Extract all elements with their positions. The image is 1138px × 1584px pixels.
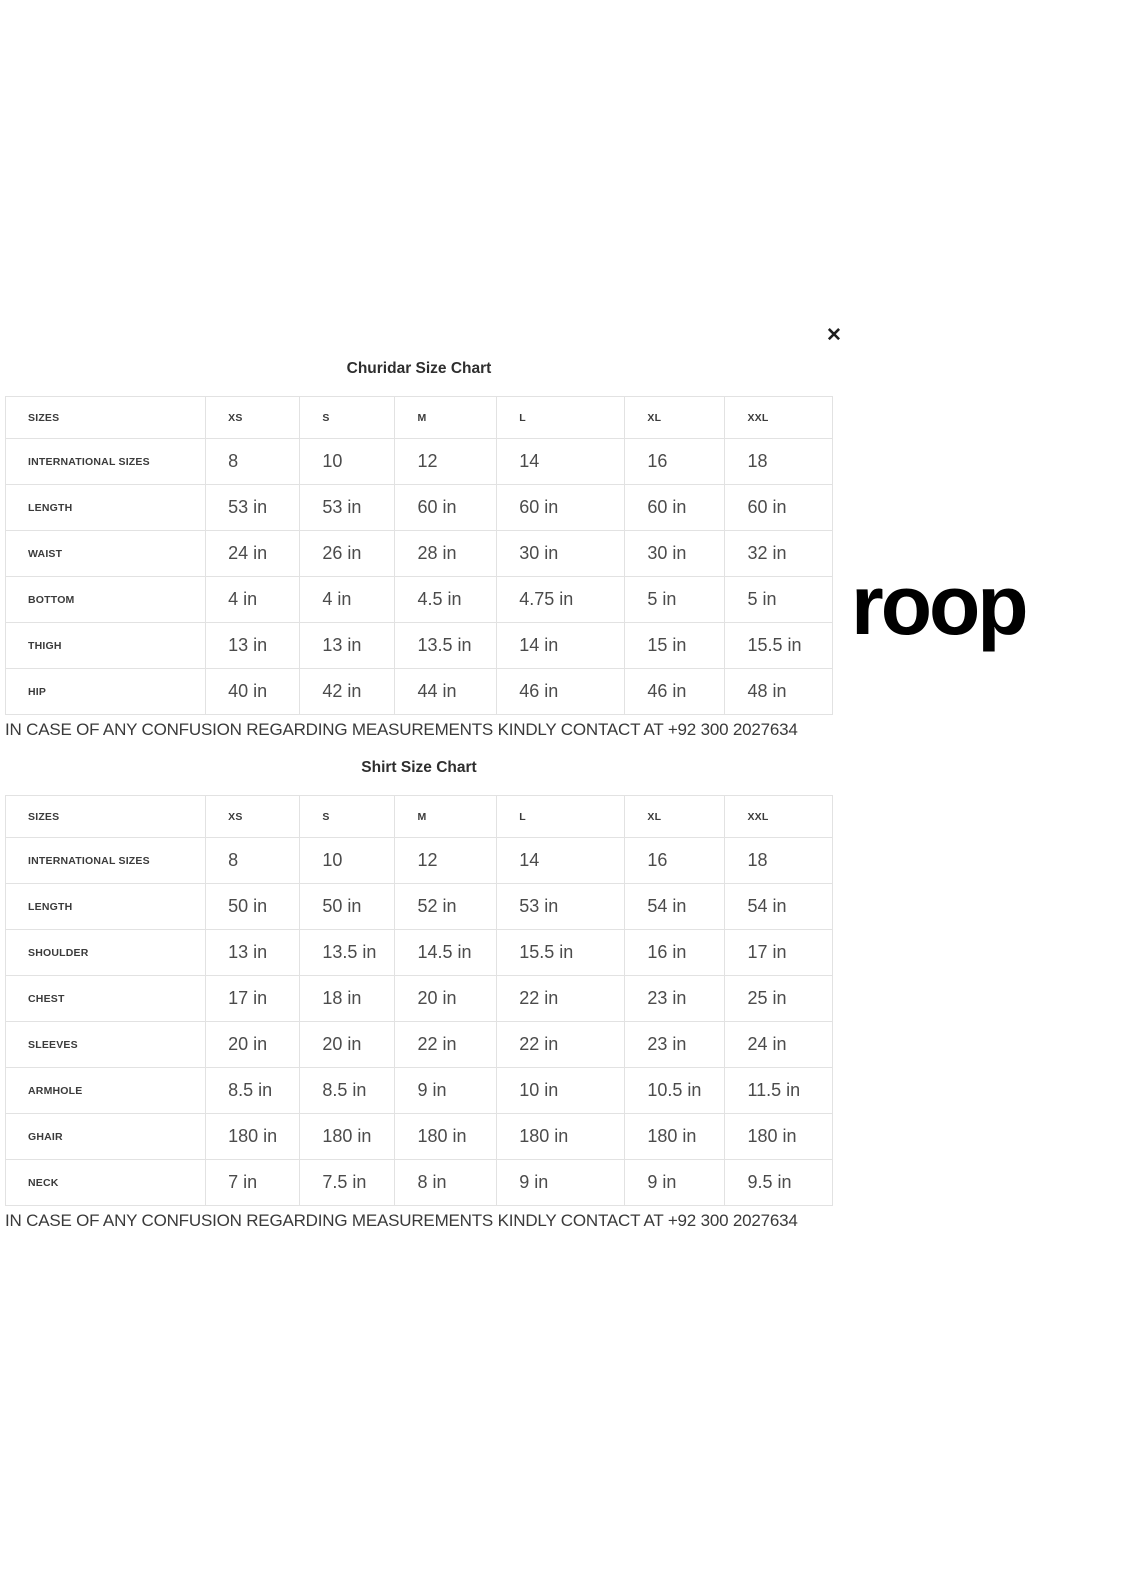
table-row [6,1160,833,1206]
size-value-cell: 32 in [725,531,833,577]
size-value-cell: 14.5 in [395,930,497,976]
size-value-cell: 20 in [300,1022,395,1068]
size-value-cell: 18 in [300,976,395,1022]
size-value-cell: 13.5 in [300,930,395,976]
size-value-cell: 15 in [625,623,725,669]
size-value-cell: 18 [725,439,833,485]
size-value-cell: 10 in [497,1068,625,1114]
row-label: LENGTH [6,884,206,930]
row-label: WAIST [6,531,206,577]
chart-title: Shirt Size Chart [361,759,477,776]
table-row [6,531,833,577]
size-value-cell: 7 in [206,1160,300,1206]
table-row [6,1114,833,1160]
row-label: SHOULDER [6,930,206,976]
size-value-cell: 24 in [206,531,300,577]
size-value-cell: 4 in [300,577,395,623]
size-value-cell: 9 in [395,1068,497,1114]
size-value-cell: 4.5 in [395,577,497,623]
size-column-header: XS [206,397,300,439]
size-value-cell: 60 in [395,485,497,531]
size-value-cell: 10.5 in [625,1068,725,1114]
row-label: SLEEVES [6,1022,206,1068]
size-value-cell: 14 in [497,623,625,669]
size-value-cell: 4.75 in [497,577,625,623]
size-value-cell: 50 in [206,884,300,930]
size-table-body [6,439,833,715]
size-value-cell: 53 in [206,485,300,531]
size-value-cell: 11.5 in [725,1068,833,1114]
size-value-cell: 9 in [625,1160,725,1206]
size-value-cell: 180 in [206,1114,300,1160]
sizes-header-cell: SIZES [6,397,206,439]
row-label: HIP [6,669,206,715]
size-value-cell: 15.5 in [725,623,833,669]
size-value-cell: 14 [497,838,625,884]
size-value-cell: 46 in [497,669,625,715]
size-value-cell: 48 in [725,669,833,715]
size-value-cell: 20 in [206,1022,300,1068]
size-value-cell: 8 in [395,1160,497,1206]
chart-title: Churidar Size Chart [346,360,492,377]
row-label: BOTTOM [6,577,206,623]
size-value-cell: 54 in [725,884,833,930]
table-row [6,669,833,715]
size-value-cell: 26 in [300,531,395,577]
size-value-cell: 9 in [497,1160,625,1206]
size-value-cell: 16 [625,439,725,485]
size-value-cell: 14 [497,439,625,485]
size-value-cell: 23 in [625,976,725,1022]
size-table-head [6,796,833,838]
table-row [6,838,833,884]
table-row [6,577,833,623]
close-icon[interactable]: ✕ [820,322,848,350]
size-column-header: XL [625,796,725,838]
size-value-cell: 22 in [497,976,625,1022]
row-label: LENGTH [6,485,206,531]
row-label: CHEST [6,976,206,1022]
table-row [6,1068,833,1114]
size-value-cell: 18 [725,838,833,884]
size-value-cell: 53 in [497,884,625,930]
size-value-cell: 8 [206,439,300,485]
size-value-cell: 13 in [300,623,395,669]
size-value-cell: 52 in [395,884,497,930]
size-value-cell: 60 in [625,485,725,531]
size-value-cell: 13.5 in [395,623,497,669]
size-value-cell: 60 in [725,485,833,531]
size-value-cell: 180 in [300,1114,395,1160]
size-value-cell: 5 in [625,577,725,623]
size-value-cell: 10 [300,838,395,884]
measurement-contact-note: IN CASE OF ANY CONFUSION REGARDING MEASUREMENTS KINDLY CONTACT AT +92 300 2027634 [5,1211,798,1230]
size-value-cell: 30 in [497,531,625,577]
table-row [6,884,833,930]
size-value-cell: 8 [206,838,300,884]
size-column-header: S [300,796,395,838]
size-value-cell: 13 in [206,930,300,976]
size-column-header: L [497,397,625,439]
row-label: THIGH [6,623,206,669]
size-value-cell: 22 in [395,1022,497,1068]
size-value-cell: 16 in [625,930,725,976]
table-row [6,976,833,1022]
size-value-cell: 28 in [395,531,497,577]
size-value-cell: 10 [300,439,395,485]
size-value-cell: 53 in [300,485,395,531]
size-value-cell: 12 [395,439,497,485]
size-value-cell: 24 in [725,1022,833,1068]
size-value-cell: 16 [625,838,725,884]
size-value-cell: 12 [395,838,497,884]
header-row [6,796,833,838]
size-value-cell: 5 in [725,577,833,623]
size-value-cell: 40 in [206,669,300,715]
size-value-cell: 17 in [206,976,300,1022]
size-value-cell: 46 in [625,669,725,715]
size-value-cell: 7.5 in [300,1160,395,1206]
size-column-header: XS [206,796,300,838]
table-row [6,485,833,531]
size-table-head [6,397,833,439]
row-label: INTERNATIONAL SIZES [6,838,206,884]
size-table-body [6,838,833,1206]
table-row [6,439,833,485]
size-value-cell: 60 in [497,485,625,531]
size-value-cell: 13 in [206,623,300,669]
row-label: NECK [6,1160,206,1206]
size-column-header: S [300,397,395,439]
size-chart-section [5,759,833,1232]
size-value-cell: 50 in [300,884,395,930]
size-value-cell: 20 in [395,976,497,1022]
sizes-header-cell: SIZES [6,796,206,838]
size-value-cell: 44 in [395,669,497,715]
brand-logo-text: roop [851,558,1026,652]
size-value-cell: 22 in [497,1022,625,1068]
row-label: ARMHOLE [6,1068,206,1114]
size-table [5,396,833,715]
table-row [6,1022,833,1068]
size-value-cell: 9.5 in [725,1160,833,1206]
table-row [6,623,833,669]
size-value-cell: 180 in [497,1114,625,1160]
size-value-cell: 42 in [300,669,395,715]
size-value-cell: 17 in [725,930,833,976]
size-value-cell: 180 in [395,1114,497,1160]
header-row [6,397,833,439]
size-chart-modal [5,360,833,1250]
measurement-contact-note: IN CASE OF ANY CONFUSION REGARDING MEASUREMENTS KINDLY CONTACT AT +92 300 2027634 [5,720,798,739]
size-table [5,795,833,1206]
size-column-header: M [395,796,497,838]
row-label: INTERNATIONAL SIZES [6,439,206,485]
size-column-header: L [497,796,625,838]
size-column-header: XL [625,397,725,439]
size-value-cell: 54 in [625,884,725,930]
size-value-cell: 180 in [725,1114,833,1160]
size-column-header: XXL [725,397,833,439]
size-value-cell: 23 in [625,1022,725,1068]
size-chart-section [5,360,833,741]
table-row [6,930,833,976]
size-value-cell: 30 in [625,531,725,577]
size-value-cell: 15.5 in [497,930,625,976]
size-value-cell: 8.5 in [206,1068,300,1114]
size-column-header: XXL [725,796,833,838]
row-label: GHAIR [6,1114,206,1160]
size-value-cell: 4 in [206,577,300,623]
size-column-header: M [395,397,497,439]
size-value-cell: 25 in [725,976,833,1022]
size-value-cell: 180 in [625,1114,725,1160]
size-value-cell: 8.5 in [300,1068,395,1114]
